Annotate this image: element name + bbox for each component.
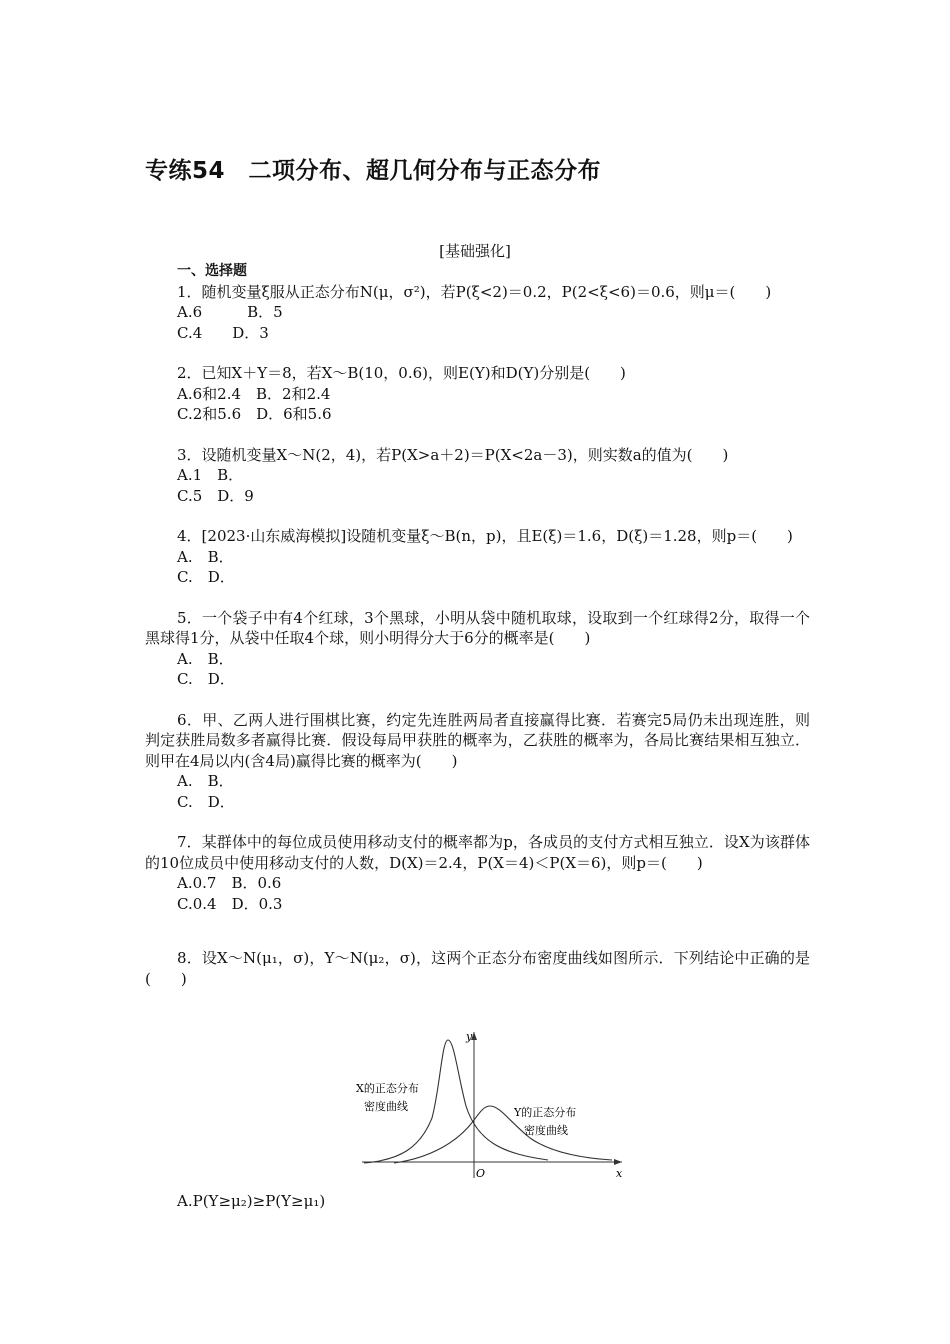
y-axis-label: y xyxy=(466,1030,473,1043)
options-row: A. B． xyxy=(177,547,234,566)
x-axis-arrow xyxy=(614,1159,622,1165)
options-row: A. B． xyxy=(177,772,234,790)
section-heading: [基础强化] xyxy=(439,242,511,260)
question-7 xyxy=(145,832,810,914)
options-row: C.2和5.6 D．6和5.6 xyxy=(177,405,332,423)
part-heading: 一、选择题 xyxy=(177,263,247,279)
question-stem: 6．甲、乙两人进行围棋比赛，约定先连胜两局者直接赢得比赛．若赛完5局仍未出现连胜，则判定获胜局数多者赢得比赛．假设每局甲获胜的概率为，乙获胜的概率为，各局比赛结果相互独立．则甲在4局以内(含4局)赢得比赛的概率为( ) xyxy=(145,710,810,770)
x-curve-label-line2: 密度曲线 xyxy=(364,1100,408,1113)
page-title: 专练54 二项分布、超几何分布与正态分布 xyxy=(145,158,602,184)
option-a: A.P(Y≥μ₂)≥P(Y≥μ₁) xyxy=(177,1192,326,1210)
normal-curves-svg xyxy=(350,1026,630,1186)
origin-label: O xyxy=(476,1167,486,1180)
options-row: C.4 D．3 xyxy=(177,323,269,342)
question-6 xyxy=(145,710,810,813)
question-stem: 8．设X～N(μ₁，σ)，Y～N(μ₂，σ)，这两个正态分布密度曲线如图所示．下列结论中正确的是( ) xyxy=(145,949,810,988)
question-stem: 3．设随机变量X～N(2，4)，若P(X>a＋2)＝P(X<2a－3)，则实数a的值为( ) xyxy=(177,445,729,464)
y-density-curve xyxy=(394,1106,612,1163)
y-curve-label-line2: 密度曲线 xyxy=(524,1124,568,1137)
options-row: C.5 D．9 xyxy=(177,486,254,505)
x-curve-label-line1: X的正态分布 xyxy=(356,1082,419,1095)
options-row: C. D． xyxy=(177,670,235,688)
question-stem: 4．[2023·山东威海模拟]设随机变量ξ～B(n，p)，且E(ξ)＝1.6，D(ξ)＝1.28，则p＝( ) xyxy=(177,527,793,545)
options-row: C. D． xyxy=(177,568,235,586)
question-8 xyxy=(145,948,810,989)
normal-curves-figure xyxy=(350,1026,630,1186)
x-axis-label: x xyxy=(616,1167,623,1180)
question-5 xyxy=(145,608,810,690)
question-2 xyxy=(145,363,810,425)
question-stem: 7．某群体中的每位成员使用移动支付的概率都为p，各成员的支付方式相互独立．设X为该群体的10位成员中使用移动支付的人数，D(X)＝2.4，P(X＝4)＜P(X＝6)，则p＝( ) xyxy=(145,833,810,872)
options-row: C.0.4 D．0.3 xyxy=(177,894,283,913)
question-3 xyxy=(145,445,810,507)
question-1 xyxy=(145,282,810,344)
options-row: A.0.7 B．0.6 xyxy=(177,874,282,892)
options-row: A. B． xyxy=(177,649,234,668)
y-curve-label-line1: Y的正态分布 xyxy=(514,1106,577,1119)
options-row: C. D． xyxy=(177,792,235,811)
question-stem: 1．随机变量ξ服从正态分布N(μ，σ²)，若P(ξ<2)＝0.2，P(2<ξ<6)＝0.6，则μ＝( ) xyxy=(177,282,772,301)
question-list xyxy=(145,261,810,989)
question-4 xyxy=(145,526,810,588)
question-stem: 2．已知X＋Y＝8，若X～B(10，0.6)，则E(Y)和D(Y)分别是( ) xyxy=(177,364,626,382)
options-row: A.6和2.4 B．2和2.4 xyxy=(177,384,331,403)
options-row: A.1 B． xyxy=(177,466,244,484)
options-row: A.6 B．5 xyxy=(177,303,283,321)
question-stem: 5．一个袋子中有4个红球，3个黑球，小明从袋中随机取球，设取到一个红球得2分，取得一个黑球得1分，从袋中任取4个球，则小明得分大于6分的概率是( ) xyxy=(145,608,810,647)
